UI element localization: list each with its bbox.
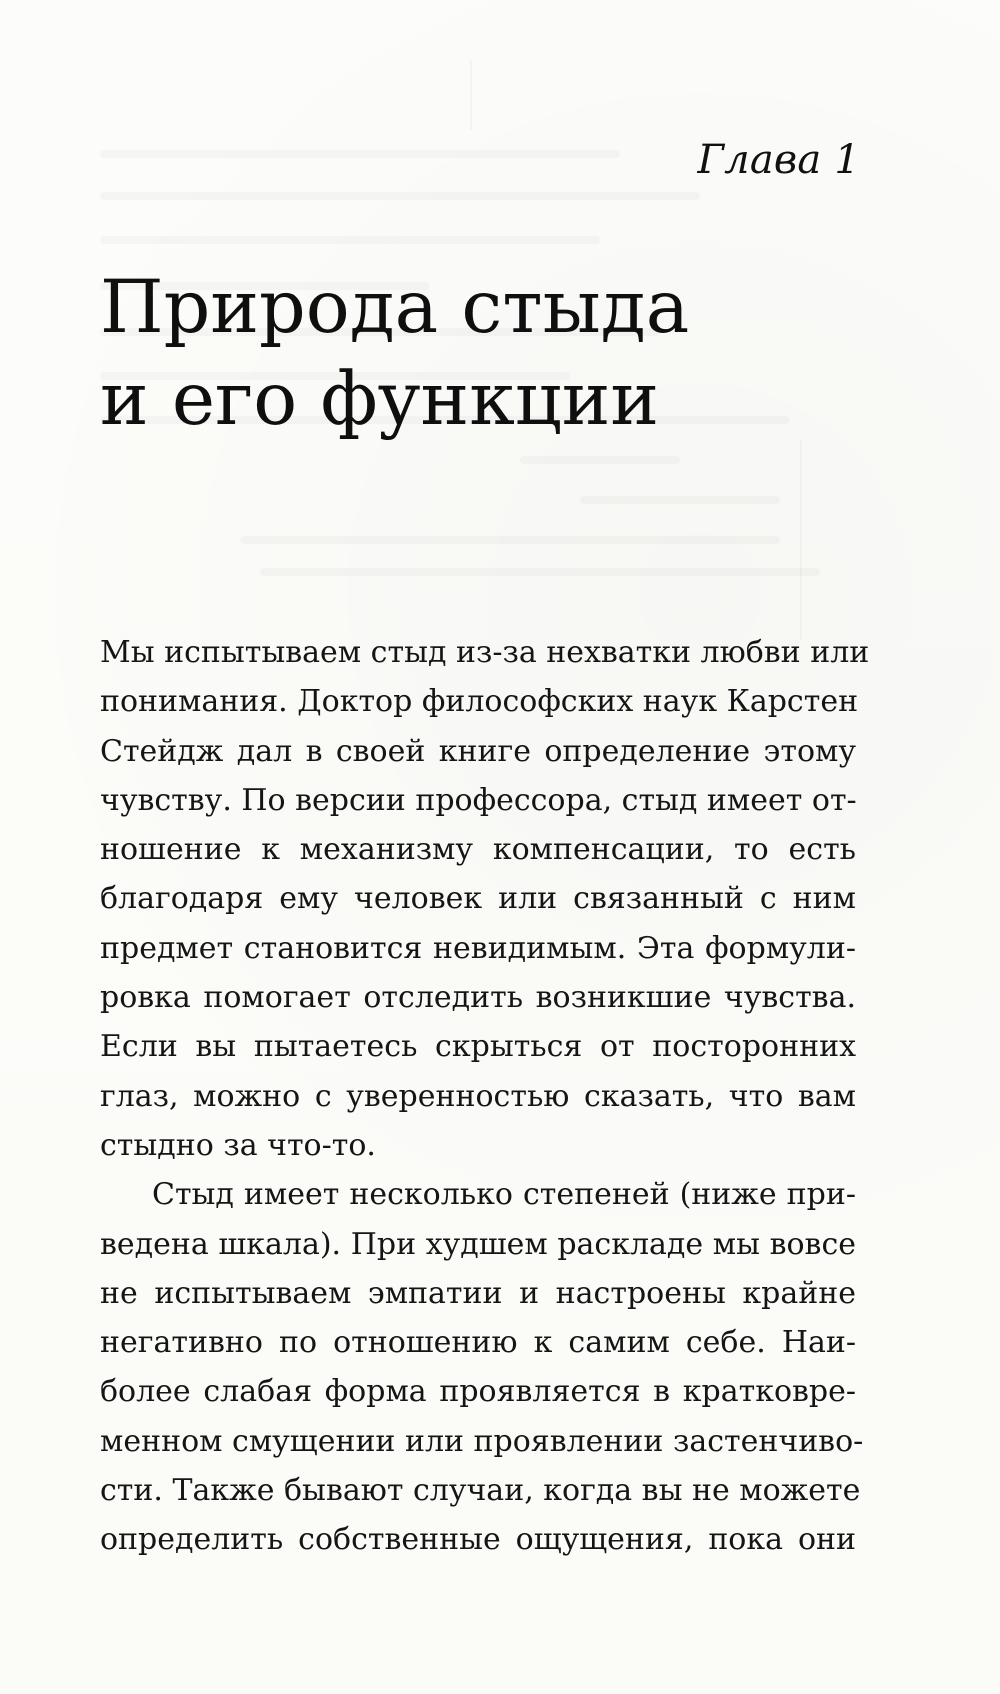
chapter-title-line: и его функции [100,357,660,442]
chapter-title-line: Природа стыда [100,265,690,350]
text-line: негативно по отношению к самим себе. Наи- [100,1325,856,1361]
text-line: менном смущении или проявлении застенчиво- [100,1423,864,1459]
chapter-label: Глава 1 [697,137,860,183]
text-line: Стыд имеет несколько степеней (ниже при- [152,1177,856,1213]
paragraph-1 [100,628,870,1170]
text-line: не испытываем эмпатии и настроены крайне [100,1275,856,1311]
chapter-title [100,262,880,446]
text-line: предмет становится невидимым. Эта формули- [100,930,856,966]
text-line: ровка помогает отследить возникшие чувства. [100,980,856,1016]
text-line: ношение к механизму компенсации, то есть [100,832,856,868]
text-line: понимания. Доктор философских наук Карстен [100,684,859,720]
text-line: чувству. По версии профессора, стыд имеет от- [100,782,857,818]
text-line: ведена шкала). При худшем раскладе мы вовсе [100,1226,856,1262]
text-line: Мы испытываем стыд из-за нехватки любви или [100,635,870,670]
text-line: стыдно за что-то. [100,1127,376,1163]
text-line: глаз, можно с уверенностью сказать, что вам [100,1078,856,1114]
body-text [100,628,870,1565]
text-line: более слабая форма проявляется в кратковре- [100,1374,856,1410]
paragraph-2 [100,1170,864,1564]
text-line: Стейдж дал в своей книге определение этому [100,733,856,769]
text-line: определить собственные ощущения, пока они [100,1522,856,1558]
text-line: Если вы пытаетесь скрыться от посторонних [100,1029,856,1065]
text-line: благодаря ему человек или связанный с ним [100,881,856,917]
text-line: сти. Также бывают случаи, когда вы не можете [100,1473,861,1509]
